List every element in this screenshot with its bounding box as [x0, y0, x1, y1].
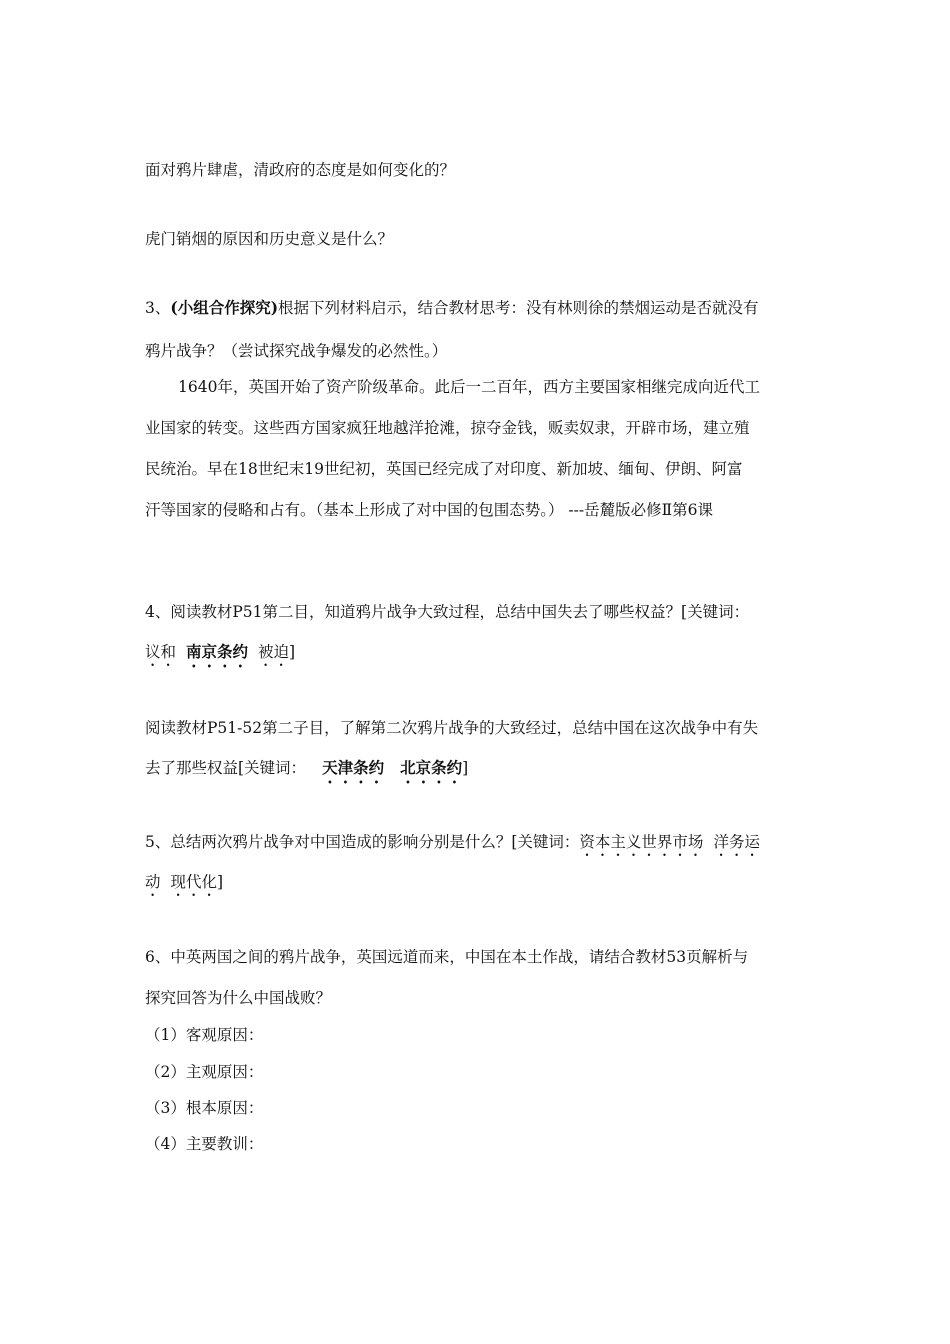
- question-3-line1: [145, 298, 759, 318]
- question-3-tag: (小组合作探究): [170, 298, 279, 317]
- keyword-beipo: 被迫: [258, 643, 290, 661]
- question-6-item-1: （1）客观原因：: [145, 1026, 264, 1044]
- keyword-westernization-b: 动: [145, 873, 161, 891]
- material-line-4: 汗等国家的侵略和占有。（基本上形成了对中国的包围态势。） ---岳麓版必修Ⅱ第6课: [145, 501, 714, 519]
- keyword-tianjin-treaty: 天津条约: [322, 758, 385, 777]
- question-qing-attitude: 面对鸦片肆虐，清政府的态度是如何变化的？: [145, 161, 456, 179]
- question-5-line1: 5、总结两次鸦片战争对中国造成的影响分别是什么？[关键词：资本主义世界市场 洋务运: [145, 833, 760, 851]
- question-4-line1: 4、阅读教材P51第二目，知道鸦片战争大致过程，总结中国失去了哪些权益？[关键词：: [145, 603, 750, 621]
- material-line-3: 民统治。早在18世纪末19世纪初，英国已经完成了对印度、新加坡、缅甸、伊朗、阿富: [145, 460, 743, 478]
- material-line-2: 业国家的转变。这些西方国家疯狂地越洋抢滩，掠夺金钱，贩卖奴隶，开辟市场，建立殖: [145, 419, 750, 437]
- keyword-nanjing-treaty: 南京条约: [186, 642, 249, 661]
- keyword-beijing-treaty: 北京条约: [400, 758, 463, 777]
- question-4-keywords: 议和 南京条约 被迫]: [145, 642, 296, 661]
- keyword-modernization: 现代化: [170, 873, 218, 891]
- keyword-world-market: 资本主义世界市场: [579, 833, 704, 851]
- question-6-line2: 探究回答为什么中国战败？: [145, 989, 332, 1007]
- question-3-line2: 鸦片战争？（尝试探究战争爆发的必然性。）: [145, 342, 448, 360]
- keyword-yihe: 议和: [145, 643, 177, 661]
- question-6-item-4: （4）主要教训：: [145, 1135, 264, 1153]
- question-6-item-2: （2）主观原因：: [145, 1063, 264, 1081]
- question-5-line2: 动 现代化]: [145, 873, 224, 891]
- question-3-number: 3、: [145, 299, 171, 317]
- question-3-text: 根据下列材料启示，结合教材思考：没有林则徐的禁烟运动是否就没有: [278, 299, 759, 317]
- question-4b-line2: 去了那些权益[关键词： 天津条约 北京条约]: [145, 758, 469, 777]
- keyword-westernization-a: 洋务运: [713, 833, 760, 851]
- material-line-1: 1640年，英国开始了资产阶级革命。此后一二百年，西方主要国家相继完成向近代工: [178, 378, 760, 396]
- question-4b-line1: 阅读教材P51-52第二子目，了解第二次鸦片战争的大致经过，总结中国在这次战争中有失: [145, 719, 759, 737]
- question-humen: 虎门销烟的原因和历史意义是什么？: [145, 230, 394, 248]
- question-6-line1: 6、中英两国之间的鸦片战争，英国远道而来，中国在本土作战，请结合教材53页解析与: [145, 948, 749, 966]
- question-6-item-3: （3）根本原因：: [145, 1099, 264, 1117]
